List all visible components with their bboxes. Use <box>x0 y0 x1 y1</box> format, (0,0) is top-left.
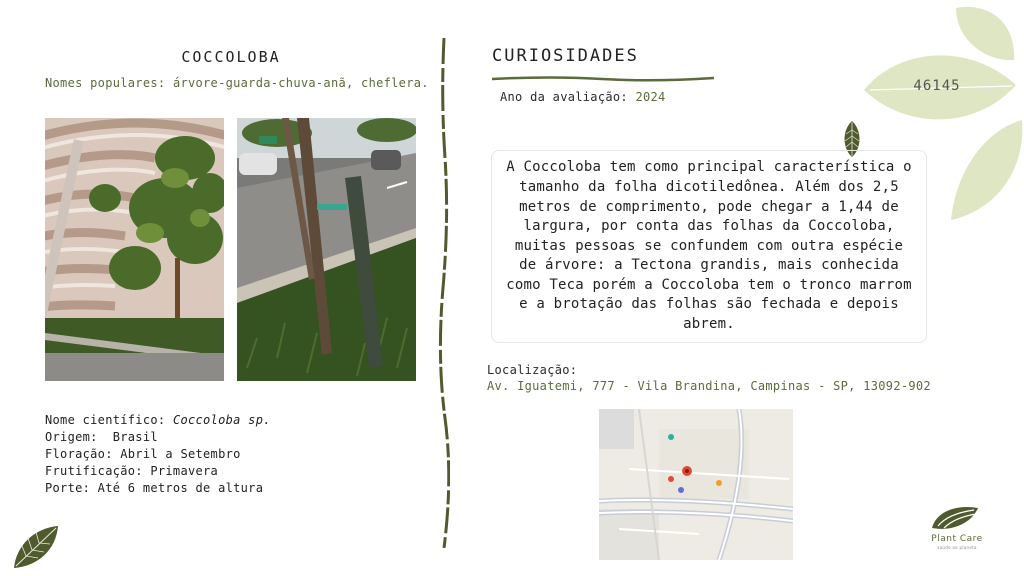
fact-flowering: Floração: Abril a Setembro <box>45 447 241 461</box>
plant-facts <box>45 412 271 497</box>
curiosities-underline <box>492 68 714 76</box>
fact-scientific-value: Coccoloba sp. <box>172 413 271 427</box>
location-address: Av. Iguatemi, 777 - Vila Brandina, Campinas - SP, 13092-902 <box>487 379 931 393</box>
plant-photo-street <box>237 118 416 381</box>
evaluation-year-value: 2024 <box>635 90 666 104</box>
evaluation-year <box>500 90 666 104</box>
record-id: 46145 <box>913 78 961 94</box>
plant-photo-building <box>45 118 224 381</box>
fact-fruiting: Frutificação: Primavera <box>45 464 219 478</box>
fact-origin: Origem: Brasil <box>45 430 158 444</box>
leaf-cluster-decoration <box>856 0 1024 230</box>
evaluation-year-label: Ano da avaliação: <box>500 90 628 104</box>
fact-size: Porte: Até 6 metros de altura <box>45 481 264 495</box>
svg-text:.: . <box>674 436 675 440</box>
column-divider <box>438 38 450 548</box>
leaf-decoration-icon <box>12 524 60 570</box>
curiosities-title: CURIOSIDADES <box>492 46 639 66</box>
popular-names-label: Nomes populares: <box>45 76 166 90</box>
popular-names-value: árvore-guarda-chuva-anã, cheflera. <box>172 76 429 90</box>
fact-scientific-name <box>45 412 271 429</box>
popular-names <box>45 76 429 90</box>
plant-title: COCCOLOBA <box>181 48 281 66</box>
fact-scientific-label: Nome científico: <box>45 413 166 427</box>
logo-tagline: saúde ao planeta <box>937 545 977 550</box>
location-label: Localização: <box>487 363 578 377</box>
location-map[interactable] <box>599 409 793 560</box>
curiosities-text: A Coccoloba tem como principal característica o tamanho da folha dicotiledônea. Além dos 2,5 metros de comprimento, pode chegar a 1,44 de largura, por conta das folhas da Coccoloba, muitas pessoas se confundem com outra espécie de árvore: a Tectona grandis, mais conhecida como Teca porém a Coccoloba tem o tronco marrom e a brotação das folhas são fechada e depois abrem. <box>506 159 912 333</box>
logo-name: Plant Care <box>931 534 983 544</box>
